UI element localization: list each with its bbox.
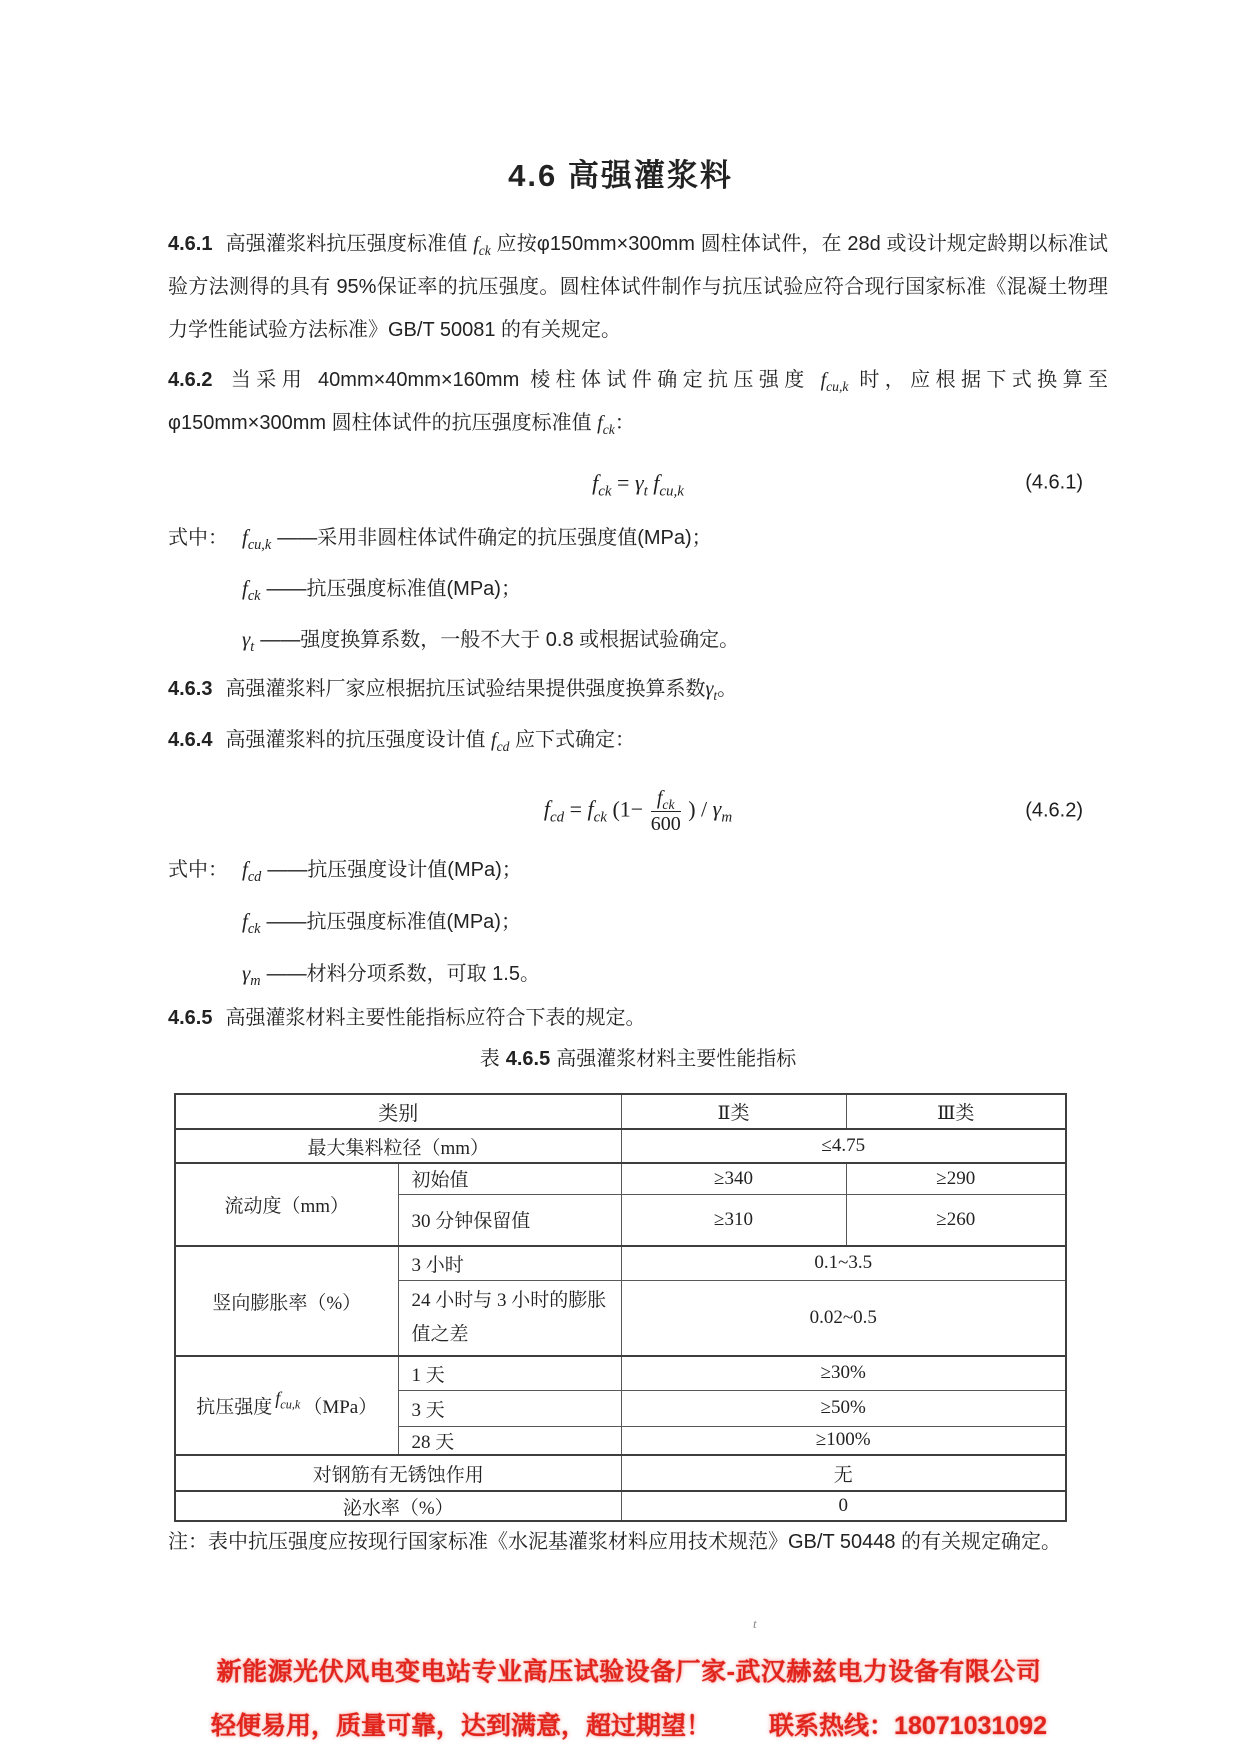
- clause-number: 4.6.5: [168, 1007, 213, 1029]
- clause-4-6-4: [168, 719, 1108, 762]
- fluidity-30min-label: 30 分钟保留值: [398, 1194, 621, 1246]
- table-row: [175, 1163, 1066, 1194]
- where-prefix: 式中：: [168, 859, 228, 881]
- symbol: $\gamma_m$: [242, 961, 261, 990]
- scan-artifact: t: [753, 1616, 757, 1631]
- table-title-prefix: 表: [479, 1048, 500, 1070]
- table-note: 注：表中抗压强度应按现行国家标准《水泥基灌浆材料应用技术规范》GB/T 50448 的有关规定确定。: [168, 1531, 1062, 1553]
- table-title-text: 高强灌浆材料主要性能指标: [556, 1048, 797, 1070]
- clause-4-6-5: [168, 997, 1108, 1040]
- footer-slogan-row: [211, 1704, 1047, 1748]
- table-row: [175, 1356, 1066, 1390]
- advertisement-footer: [211, 1650, 1047, 1748]
- fluidity-initial-class2: ≥340: [621, 1163, 846, 1194]
- table-row: [175, 1491, 1066, 1521]
- clause-4-6-2: [168, 359, 1108, 445]
- clause-4-6-1: [168, 223, 1108, 352]
- clause-text: 高强灌浆料厂家应根据抗压试验结果提供强度换算系数$\gamma_t$。: [225, 678, 738, 703]
- aggregate-value: ≤4.75: [621, 1129, 1066, 1163]
- clause-text: 高强灌浆料的抗压强度设计值 $f_{cd}$ 应下式确定：: [225, 729, 636, 754]
- where-line: [168, 844, 1108, 896]
- contact-hotline: 联系热线：18071031092: [769, 1712, 1047, 1740]
- equation-4-6-2: [168, 766, 1108, 856]
- symbol-description: ——材料分项系数，可取 1.5。: [266, 963, 540, 985]
- fluidity-initial-label: 初始值: [398, 1163, 621, 1194]
- symbol-description: ——强度换算系数，一般不大于 0.8 或根据试验确定。: [260, 629, 740, 651]
- symbol: $f_{ck}$: [242, 576, 261, 605]
- strength-label-unit: （MPa）: [303, 1397, 378, 1418]
- clause-number: 4.6.4: [168, 729, 213, 751]
- symbol-description: ——抗压强度标准值(MPa)；: [266, 578, 521, 600]
- symbol-description: ——抗压强度标准值(MPa)；: [266, 911, 521, 933]
- table-title: [168, 1042, 1108, 1071]
- fluidity-30min-class3: ≥260: [846, 1194, 1066, 1246]
- expansion-24h-value: 0.02~0.5: [621, 1280, 1066, 1356]
- symbol-description: ——抗压强度设计值(MPa)；: [267, 859, 522, 881]
- bleeding-value: 0: [621, 1491, 1066, 1521]
- symbol-description: ——采用非圆柱体试件确定的抗压强度值(MPa)；: [277, 527, 712, 549]
- table-row: [175, 1129, 1066, 1163]
- section-title: 4.6 高强灌浆料: [508, 158, 733, 193]
- expansion-group-label: 竖向膨胀率（%）: [175, 1246, 398, 1356]
- where-line: [168, 563, 1108, 614]
- strength-group-label: [175, 1356, 398, 1455]
- fluidity-30min-class2: ≥310: [621, 1194, 846, 1246]
- strength-1d-value: ≥30%: [621, 1356, 1066, 1390]
- clause-number: 4.6.1: [168, 233, 213, 255]
- bleeding-label: 泌水率（%）: [175, 1491, 621, 1521]
- equation-number: (4.6.1): [1025, 471, 1083, 494]
- table-title-number: 4.6.5: [505, 1048, 551, 1070]
- symbol: $\gamma_t$: [242, 627, 255, 656]
- slogan-text: 轻便易用，质量可靠，达到满意，超过期望！: [211, 1712, 712, 1740]
- clause-number: 4.6.2: [168, 369, 213, 391]
- symbol: $f_{ck}$: [242, 909, 261, 938]
- header-class-3: Ⅲ类: [846, 1094, 1066, 1129]
- equation-body: $f_{ck} = \gamma_t$ $f_{cu,k}$: [592, 470, 684, 500]
- clause-text: 当采用 40mm×40mm×160mm 棱柱体试件确定抗压强度 $f_{cu,k}$ 时，应根据下式换算至φ150mm×300mm 圆柱体试件的抗压强度标准值 $f_{ck}$：: [168, 369, 1108, 437]
- expansion-24h-label: 24 小时与 3 小时的膨胀值之差: [398, 1280, 621, 1356]
- symbol: $f_{cd}$: [242, 857, 262, 886]
- header-category: 类别: [175, 1094, 621, 1129]
- clause-text: 高强灌浆料抗压强度标准值 $f_{ck}$ 应按φ150mm×300mm 圆柱体试件，在 28d 或设计规定龄期以标准试验方法测得的具有 95%保证率的抗压强度。圆柱体试件制作与抗压试验应符合现行国家标准《混凝土物理力学性能试验方法标准》GB/T 50081 的有关规定。: [168, 233, 1109, 341]
- equation-number: (4.6.2): [1025, 799, 1083, 822]
- expansion-3h-value: 0.1~3.5: [621, 1246, 1066, 1280]
- strength-label-symbol: $f_{cu,k}$: [275, 1388, 301, 1412]
- strength-label-text: 抗压强度: [196, 1397, 273, 1418]
- where-line: [168, 896, 1108, 948]
- corrosion-value: 无: [621, 1455, 1066, 1491]
- strength-28d-label: 28 天: [398, 1426, 621, 1455]
- where-line: [168, 614, 1108, 665]
- clause-text: 高强灌浆材料主要性能指标应符合下表的规定。: [225, 1007, 646, 1029]
- clause-number: 4.6.3: [168, 678, 213, 700]
- performance-table: [174, 1093, 1067, 1522]
- where-block-2: [168, 844, 1108, 1000]
- strength-28d-value: ≥100%: [621, 1426, 1066, 1455]
- strength-1d-label: 1 天: [398, 1356, 621, 1390]
- aggregate-label: 最大集料粒径（mm）: [175, 1129, 621, 1163]
- where-line: [168, 948, 1108, 1000]
- table-row: [175, 1246, 1066, 1280]
- corrosion-label: 对钢筋有无锈蚀作用: [175, 1455, 621, 1491]
- table-row: [175, 1455, 1066, 1491]
- where-prefix: 式中：: [168, 527, 228, 549]
- where-line: [168, 512, 1108, 563]
- strength-3d-label: 3 天: [398, 1390, 621, 1426]
- fluidity-group-label: 流动度（mm）: [175, 1163, 398, 1246]
- where-block-1: [168, 512, 1108, 665]
- equation-body: $f_{cd} = f_{ck}$ (1− $\frac{f_{ck}}{600}$ ) / $\gamma_m$: [543, 786, 733, 835]
- table-header-row: [175, 1094, 1066, 1129]
- clause-4-6-3: [168, 668, 1108, 711]
- expansion-3h-label: 3 小时: [398, 1246, 621, 1280]
- strength-3d-value: ≥50%: [621, 1390, 1066, 1426]
- company-name: 新能源光伏风电变电站专业高压试验设备厂家-武汉赫兹电力设备有限公司: [216, 1658, 1042, 1686]
- equation-4-6-1: [168, 460, 1108, 506]
- symbol: $f_{cu,k}$: [242, 525, 272, 554]
- fluidity-initial-class3: ≥290: [846, 1163, 1066, 1194]
- header-class-2: Ⅱ类: [621, 1094, 846, 1129]
